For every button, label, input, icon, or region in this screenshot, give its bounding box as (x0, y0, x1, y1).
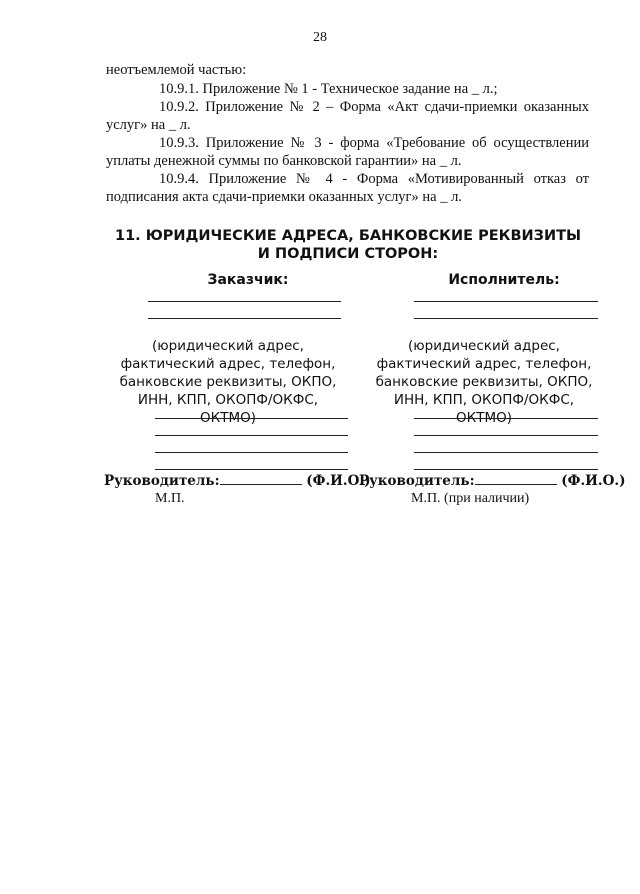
customer-name-line-2 (148, 318, 341, 319)
appendix-4-line-2: подписания акта сдачи-приемки оказанных услуг» на _ л. (106, 189, 462, 205)
appendix-3-line-2: уплаты денежной суммы по банковской гарантии» на _ л. (106, 153, 462, 169)
intro-text: неотъемлемой частью: (106, 62, 247, 78)
customer-detail-line-1 (155, 418, 348, 419)
contractor-name-line-1 (414, 301, 598, 302)
appendix-1: 10.9.1. Приложение № 1 - Техническое задание на _ л.; (159, 81, 498, 97)
appendix-3-line-1: 10.9.3. Приложение № 3 - форма «Требование об осуществлении (159, 135, 589, 151)
contractor-signature-line (475, 472, 557, 485)
section-title-line-1: 11. ЮРИДИЧЕСКИЕ АДРЕСА, БАНКОВСКИЕ РЕКВИЗИТЫ (114, 228, 581, 244)
contractor-detail-line-1 (414, 418, 598, 419)
appendix-2-line-1: 10.9.2. Приложение № 2 – Форма «Акт сдачи-приемки оказанных (159, 99, 589, 115)
contractor-label: Исполнитель: (448, 272, 560, 288)
page-number: 28 (313, 30, 327, 45)
customer-signature-label: Руководитель: (104, 473, 220, 489)
customer-signature-line (220, 472, 302, 485)
customer-stamp: М.П. (155, 491, 185, 506)
contractor-fio-label: (Ф.И.О.) (561, 473, 626, 489)
contractor-signature-row (359, 472, 625, 489)
contractor-details: (юридический адрес, фактический адрес, телефон, банковские реквизиты, ОКПО, ИНН, КПП, ОКОПФ/ОКФС, ОКТМО) (375, 338, 593, 426)
contractor-detail-line-2 (414, 435, 598, 436)
contractor-name-line-2 (414, 318, 598, 319)
customer-details: (юридический адрес, фактический адрес, телефон, банковские реквизиты, ОКПО, ИНН, КПП, ОКОПФ/ОКФС, ОКТМО) (119, 338, 337, 426)
customer-name-line-1 (148, 301, 341, 302)
customer-label: Заказчик: (207, 272, 289, 288)
customer-detail-line-4 (155, 469, 348, 470)
appendix-4-line-1: 10.9.4. Приложение № 4 - Форма «Мотивированный отказ от (159, 171, 589, 187)
customer-signature-row (104, 472, 370, 489)
customer-detail-line-2 (155, 435, 348, 436)
appendix-2-line-2: услуг» на _ л. (106, 117, 191, 133)
contractor-signature-label: Руководитель: (359, 473, 475, 489)
contractor-detail-line-4 (414, 469, 598, 470)
customer-detail-line-3 (155, 452, 348, 453)
contractor-detail-line-3 (414, 452, 598, 453)
section-title-line-2: И ПОДПИСИ СТОРОН: (257, 246, 439, 262)
contractor-stamp: М.П. (при наличии) (411, 491, 530, 506)
customer-fio-label: (Ф.И.О.) (306, 473, 371, 489)
